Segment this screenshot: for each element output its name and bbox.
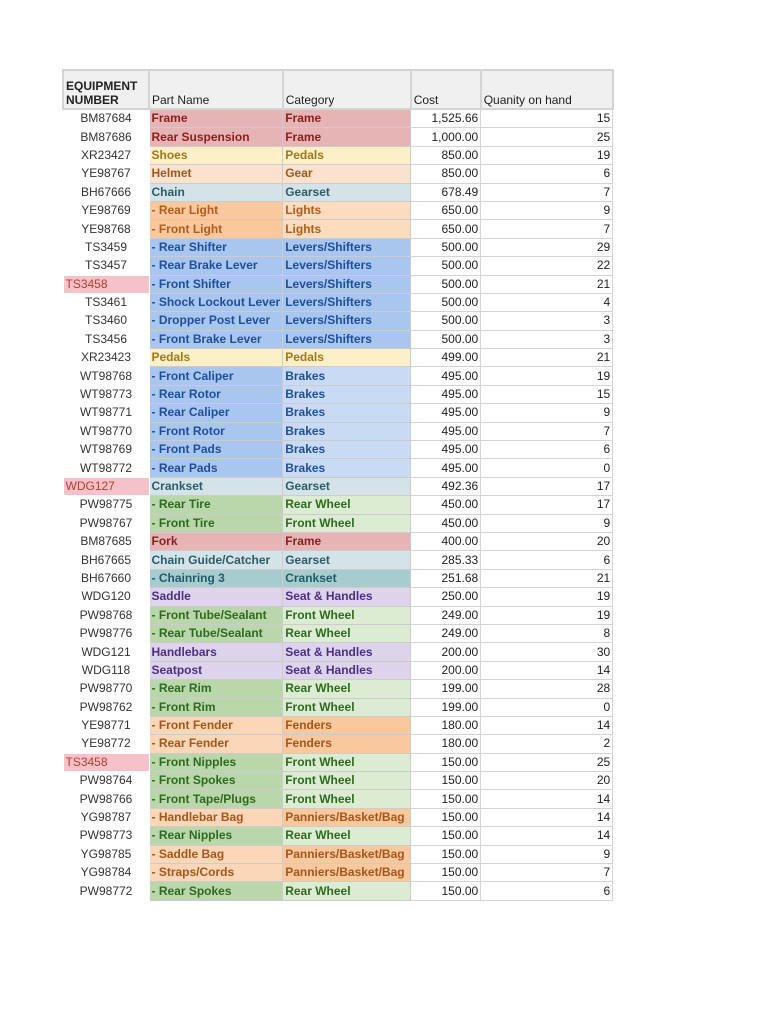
cell-category[interactable]: Rear Wheel (283, 680, 411, 698)
cell-category[interactable]: Panniers/Basket/Bag (283, 864, 411, 882)
cell-equipment-number[interactable]: BH67666 (80, 184, 132, 199)
cell-category[interactable]: Pedals (283, 146, 411, 164)
cell-category[interactable]: Front Wheel (283, 698, 411, 716)
cell-part-name[interactable]: - Front Rim (149, 698, 283, 716)
cell-equipment-number[interactable]: WDG118 (81, 662, 131, 677)
cell-quantity[interactable]: 9 (481, 845, 613, 863)
cell-equipment-number[interactable]: PW98766 (79, 791, 133, 806)
cell-equipment-number[interactable]: XR23427 (80, 147, 132, 162)
table-row (63, 404, 613, 422)
cell-cost[interactable]: 1,525.66 (411, 109, 481, 128)
cell-category[interactable]: Frame (283, 532, 411, 550)
cell-cost[interactable]: 495.00 (411, 385, 481, 403)
table-body (63, 109, 613, 900)
cell-part-name[interactable]: Fork (149, 532, 283, 550)
table-row (63, 459, 613, 477)
cell-part-name[interactable]: - Saddle Bag (149, 845, 283, 863)
cell-category[interactable]: Crankset (283, 569, 411, 587)
table-row (63, 661, 613, 679)
cell-equipment-number[interactable]: TS3461 (84, 295, 128, 310)
cell-equipment-number[interactable]: TS3459 (84, 239, 128, 254)
cell-part-name[interactable]: - Straps/Cords (149, 864, 283, 882)
cell-category[interactable]: Gearset (283, 477, 411, 495)
cell-cost[interactable]: 1,000.00 (411, 128, 481, 146)
cell-part-name[interactable]: - Shock Lockout Lever (149, 293, 283, 311)
cell-category[interactable]: Panniers/Basket/Bag (283, 845, 411, 863)
cell-equipment-number[interactable]: PW98775 (79, 497, 133, 512)
cell-equipment-number[interactable]: WT98771 (79, 405, 133, 420)
cell-quantity[interactable]: 20 (481, 532, 613, 550)
header-cost[interactable]: Cost (411, 70, 481, 109)
cell-category[interactable]: Frame (283, 109, 411, 128)
cell-part-name[interactable]: - Rear Caliper (149, 404, 283, 422)
cell-equipment-number[interactable]: PW98772 (79, 883, 133, 898)
table-row (63, 238, 613, 256)
cell-equipment-number[interactable]: PW98764 (79, 773, 133, 788)
cell-equipment-number[interactable]: YG98784 (80, 865, 132, 880)
cell-cost[interactable]: 500.00 (411, 330, 481, 348)
cell-equipment-number[interactable]: WDG120 (81, 589, 131, 604)
cell-equipment-number[interactable]: PW98773 (79, 828, 133, 843)
table-row (63, 735, 613, 753)
table-row (63, 128, 613, 146)
cell-cost[interactable]: 150.00 (411, 864, 481, 882)
cell-quantity[interactable]: 7 (481, 183, 613, 201)
cell-cost[interactable]: 150.00 (411, 827, 481, 845)
table-row (63, 808, 613, 826)
cell-category[interactable]: Rear Wheel (283, 496, 411, 514)
cell-quantity[interactable]: 9 (481, 201, 613, 219)
cell-category[interactable]: Gearset (283, 183, 411, 201)
table-row (63, 882, 613, 900)
cell-part-name[interactable]: - Front Tape/Plugs (149, 790, 283, 808)
cell-part-name[interactable]: - Rear Nipples (149, 827, 283, 845)
cell-category[interactable]: Front Wheel (283, 790, 411, 808)
cell-category[interactable]: Fenders (283, 716, 411, 734)
cell-part-name[interactable]: - Chainring 3 (149, 569, 283, 587)
cell-equipment-number[interactable]: TS3460 (84, 313, 128, 328)
cell-cost[interactable]: 250.00 (411, 588, 481, 606)
cell-part-name[interactable]: Handlebars (149, 643, 283, 661)
cell-quantity[interactable]: 21 (481, 275, 613, 293)
table-row (63, 864, 613, 882)
table-row (63, 330, 613, 348)
cell-part-name[interactable]: - Front Light (149, 220, 283, 238)
cell-cost[interactable]: 450.00 (411, 514, 481, 532)
cell-equipment-number[interactable]: BM87685 (80, 534, 132, 549)
cell-quantity[interactable]: 14 (481, 790, 613, 808)
cell-quantity[interactable]: 29 (481, 238, 613, 256)
cell-category[interactable]: Levers/Shifters (283, 275, 411, 293)
cell-quantity[interactable]: 25 (481, 128, 613, 146)
cell-quantity[interactable]: 0 (481, 459, 613, 477)
cell-quantity[interactable]: 9 (481, 404, 613, 422)
cell-part-name[interactable]: - Rear Tire (149, 496, 283, 514)
cell-quantity[interactable]: 25 (481, 753, 613, 771)
cell-category[interactable]: Brakes (283, 422, 411, 440)
cell-part-name[interactable]: - Rear Shifter (149, 238, 283, 256)
cell-cost[interactable]: 500.00 (411, 238, 481, 256)
cell-part-name[interactable]: - Front Nipples (149, 753, 283, 771)
cell-part-name[interactable]: - Front Brake Lever (149, 330, 283, 348)
cell-quantity[interactable]: 22 (481, 257, 613, 275)
cell-equipment-number[interactable]: PW98762 (79, 699, 133, 714)
cell-category[interactable]: Brakes (283, 441, 411, 459)
cell-equipment-number[interactable]: YE98771 (81, 718, 131, 733)
cell-quantity[interactable]: 0 (481, 698, 613, 716)
cell-cost[interactable]: 150.00 (411, 753, 481, 771)
table-row (63, 165, 613, 183)
cell-cost[interactable]: 495.00 (411, 404, 481, 422)
cell-cost[interactable]: 150.00 (411, 845, 481, 863)
cell-category[interactable]: Levers/Shifters (283, 312, 411, 330)
cell-cost[interactable]: 150.00 (411, 808, 481, 826)
table-row (63, 257, 613, 275)
cell-quantity[interactable]: 17 (481, 477, 613, 495)
table-row (63, 698, 613, 716)
cell-equipment-number[interactable]: WDG121 (81, 644, 131, 659)
cell-part-name[interactable]: - Rear Fender (149, 735, 283, 753)
cell-part-name[interactable]: - Front Tube/Sealant (149, 606, 283, 624)
cell-category[interactable]: Levers/Shifters (283, 330, 411, 348)
table-row (63, 183, 613, 201)
table-row (63, 514, 613, 532)
table-row (63, 441, 613, 459)
cell-category[interactable]: Gearset (283, 551, 411, 569)
cell-cost[interactable]: 495.00 (411, 459, 481, 477)
cell-part-name[interactable]: - Front Fender (149, 716, 283, 734)
cell-part-name[interactable]: - Handlebar Bag (149, 808, 283, 826)
table-row (63, 496, 613, 514)
cell-cost[interactable]: 200.00 (411, 643, 481, 661)
cell-cost[interactable]: 249.00 (411, 606, 481, 624)
table-row (63, 349, 613, 367)
cell-equipment-number[interactable]: WT98772 (79, 460, 133, 475)
cell-category[interactable]: Levers/Shifters (283, 293, 411, 311)
cell-quantity[interactable]: 20 (481, 772, 613, 790)
cell-equipment-number[interactable]: YE98768 (81, 221, 131, 236)
cell-equipment-number[interactable]: WDG127 (63, 477, 149, 495)
table-row (63, 827, 613, 845)
table-row (63, 109, 613, 128)
cell-quantity[interactable]: 4 (481, 293, 613, 311)
table-row (63, 275, 613, 293)
cell-equipment-number[interactable]: BM87686 (80, 129, 132, 144)
cell-equipment-number[interactable]: PW98776 (79, 626, 133, 641)
cell-cost[interactable]: 495.00 (411, 441, 481, 459)
cell-part-name[interactable]: - Front Tire (149, 514, 283, 532)
cell-part-name[interactable]: Shoes (149, 146, 283, 164)
table-row (63, 790, 613, 808)
cell-category[interactable]: Seat & Handles (283, 588, 411, 606)
cell-category[interactable]: Front Wheel (283, 606, 411, 624)
cell-category[interactable]: Levers/Shifters (283, 257, 411, 275)
cell-quantity[interactable]: 14 (481, 716, 613, 734)
cell-equipment-number[interactable]: YG98787 (80, 810, 132, 825)
cell-category[interactable]: Front Wheel (283, 772, 411, 790)
inventory-table (62, 69, 614, 901)
cell-category[interactable]: Frame (283, 128, 411, 146)
cell-quantity[interactable]: 21 (481, 349, 613, 367)
table-header (63, 70, 613, 109)
cell-cost[interactable]: 150.00 (411, 882, 481, 900)
cell-part-name[interactable]: - Rear Brake Lever (149, 257, 283, 275)
cell-category[interactable]: Seat & Handles (283, 661, 411, 679)
cell-part-name[interactable]: - Front Caliper (149, 367, 283, 385)
cell-cost[interactable]: 850.00 (411, 165, 481, 183)
table-row (63, 680, 613, 698)
table-row (63, 569, 613, 587)
cell-quantity[interactable]: 3 (481, 330, 613, 348)
cell-part-name[interactable]: Frame (149, 109, 283, 128)
cell-part-name[interactable]: - Front Rotor (149, 422, 283, 440)
table-row (63, 201, 613, 219)
header-equipment-number[interactable]: EQUIPMENT NUMBER (63, 70, 149, 109)
cell-category[interactable]: Gear (283, 165, 411, 183)
cell-category[interactable]: Rear Wheel (283, 827, 411, 845)
cell-category[interactable]: Front Wheel (283, 514, 411, 532)
table-row (63, 845, 613, 863)
cell-category[interactable]: Seat & Handles (283, 643, 411, 661)
cell-quantity[interactable]: 7 (481, 864, 613, 882)
cell-cost[interactable]: 650.00 (411, 220, 481, 238)
header-category[interactable]: Category (283, 70, 411, 109)
cell-part-name[interactable]: Pedals (149, 349, 283, 367)
cell-category[interactable]: Rear Wheel (283, 882, 411, 900)
table-row (63, 532, 613, 550)
cell-equipment-number[interactable]: PW98768 (79, 607, 133, 622)
cell-quantity[interactable]: 19 (481, 606, 613, 624)
cell-part-name[interactable]: - Rear Rim (149, 680, 283, 698)
table-row (63, 220, 613, 238)
cell-category[interactable]: Rear Wheel (283, 624, 411, 642)
cell-part-name[interactable]: Saddle (149, 588, 283, 606)
cell-category[interactable]: Brakes (283, 404, 411, 422)
cell-quantity[interactable]: 15 (481, 109, 613, 128)
cell-category[interactable]: Brakes (283, 385, 411, 403)
cell-cost[interactable]: 150.00 (411, 790, 481, 808)
cell-category[interactable]: Pedals (283, 349, 411, 367)
cell-part-name[interactable]: - Front Shifter (149, 275, 283, 293)
cell-cost[interactable]: 249.00 (411, 624, 481, 642)
table-row (63, 146, 613, 164)
cell-cost[interactable]: 180.00 (411, 716, 481, 734)
cell-cost[interactable]: 492.36 (411, 477, 481, 495)
cell-cost[interactable]: 450.00 (411, 496, 481, 514)
cell-equipment-number[interactable]: WT98768 (79, 368, 133, 383)
cell-quantity[interactable]: 8 (481, 624, 613, 642)
table-row (63, 772, 613, 790)
cell-cost[interactable]: 495.00 (411, 422, 481, 440)
cell-equipment-number[interactable]: YE98769 (81, 203, 131, 218)
cell-part-name[interactable]: - Dropper Post Lever (149, 312, 283, 330)
cell-quantity[interactable]: 14 (481, 808, 613, 826)
cell-quantity[interactable]: 19 (481, 588, 613, 606)
cell-part-name[interactable]: - Front Pads (149, 441, 283, 459)
table-row (63, 606, 613, 624)
cell-quantity[interactable]: 17 (481, 496, 613, 514)
cell-equipment-number[interactable]: YG98785 (80, 846, 132, 861)
cell-quantity[interactable]: 21 (481, 569, 613, 587)
cell-category[interactable]: Brakes (283, 367, 411, 385)
cell-cost[interactable]: 499.00 (411, 349, 481, 367)
table-row (63, 367, 613, 385)
cell-category[interactable]: Lights (283, 220, 411, 238)
table-row (63, 624, 613, 642)
table-row (63, 293, 613, 311)
cell-quantity[interactable]: 7 (481, 220, 613, 238)
cell-equipment-number[interactable]: BM87684 (80, 111, 132, 126)
cell-quantity[interactable]: 28 (481, 680, 613, 698)
cell-equipment-number[interactable]: BH67665 (80, 552, 132, 567)
cell-part-name[interactable]: - Front Spokes (149, 772, 283, 790)
cell-part-name[interactable]: Crankset (149, 477, 283, 495)
cell-quantity[interactable]: 30 (481, 643, 613, 661)
cell-cost[interactable]: 495.00 (411, 367, 481, 385)
cell-cost[interactable]: 251.68 (411, 569, 481, 587)
cell-quantity[interactable]: 15 (481, 385, 613, 403)
cell-category[interactable]: Levers/Shifters (283, 238, 411, 256)
cell-cost[interactable]: 199.00 (411, 680, 481, 698)
table-row (63, 643, 613, 661)
table-row (63, 385, 613, 403)
cell-equipment-number[interactable]: PW98770 (79, 681, 133, 696)
cell-category[interactable]: Fenders (283, 735, 411, 753)
table-row (63, 716, 613, 734)
cell-cost[interactable]: 180.00 (411, 735, 481, 753)
cell-quantity[interactable]: 14 (481, 827, 613, 845)
cell-quantity[interactable]: 9 (481, 514, 613, 532)
table-row (63, 588, 613, 606)
cell-quantity[interactable]: 3 (481, 312, 613, 330)
cell-part-name[interactable]: - Rear Light (149, 201, 283, 219)
cell-category[interactable]: Brakes (283, 459, 411, 477)
cell-equipment-number[interactable]: TS3458 (63, 275, 149, 293)
header-row (63, 70, 613, 109)
table-row (63, 477, 613, 495)
cell-part-name[interactable]: - Rear Rotor (149, 385, 283, 403)
cell-category[interactable]: Panniers/Basket/Bag (283, 808, 411, 826)
cell-part-name[interactable]: - Rear Spokes (149, 882, 283, 900)
table-row (63, 422, 613, 440)
cell-equipment-number[interactable]: WT98770 (79, 423, 133, 438)
cell-part-name[interactable]: Chain Guide/Catcher (149, 551, 283, 569)
cell-part-name[interactable]: Helmet (149, 165, 283, 183)
cell-equipment-number[interactable]: TS3458 (63, 753, 149, 771)
cell-quantity[interactable]: 6 (481, 165, 613, 183)
cell-cost[interactable]: 500.00 (411, 312, 481, 330)
cell-cost[interactable]: 500.00 (411, 275, 481, 293)
cell-equipment-number[interactable]: WT98769 (79, 442, 133, 457)
cell-cost[interactable]: 400.00 (411, 532, 481, 550)
cell-quantity[interactable]: 7 (481, 422, 613, 440)
header-quantity[interactable]: Quanity on hand (481, 70, 613, 109)
cell-part-name[interactable]: Chain (149, 183, 283, 201)
cell-cost[interactable]: 500.00 (411, 293, 481, 311)
cell-part-name[interactable]: - Rear Tube/Sealant (149, 624, 283, 642)
cell-equipment-number[interactable]: YE98772 (81, 736, 131, 751)
cell-cost[interactable]: 150.00 (411, 772, 481, 790)
cell-category[interactable]: Front Wheel (283, 753, 411, 771)
cell-quantity[interactable]: 6 (481, 551, 613, 569)
table-row (63, 753, 613, 771)
cell-quantity[interactable]: 2 (481, 735, 613, 753)
cell-cost[interactable]: 199.00 (411, 698, 481, 716)
cell-part-name[interactable]: Rear Suspension (149, 128, 283, 146)
cell-cost[interactable]: 850.00 (411, 146, 481, 164)
header-part-name[interactable]: Part Name (149, 70, 283, 109)
cell-equipment-number[interactable]: XR23423 (80, 350, 132, 365)
cell-quantity[interactable]: 14 (481, 661, 613, 679)
cell-quantity[interactable]: 6 (481, 882, 613, 900)
cell-part-name[interactable]: Seatpost (149, 661, 283, 679)
cell-equipment-number[interactable]: YE98767 (81, 166, 131, 181)
table-row (63, 312, 613, 330)
cell-cost[interactable]: 285.33 (411, 551, 481, 569)
cell-equipment-number[interactable]: BH67660 (80, 570, 132, 585)
cell-quantity[interactable]: 19 (481, 367, 613, 385)
cell-cost[interactable]: 500.00 (411, 257, 481, 275)
cell-equipment-number[interactable]: TS3457 (84, 258, 128, 273)
table-row (63, 551, 613, 569)
cell-cost[interactable]: 200.00 (411, 661, 481, 679)
cell-part-name[interactable]: - Rear Pads (149, 459, 283, 477)
cell-cost[interactable]: 650.00 (411, 201, 481, 219)
cell-equipment-number[interactable]: PW98767 (79, 515, 133, 530)
cell-equipment-number[interactable]: TS3456 (84, 331, 128, 346)
cell-category[interactable]: Lights (283, 201, 411, 219)
cell-cost[interactable]: 678.49 (411, 183, 481, 201)
cell-quantity[interactable]: 6 (481, 441, 613, 459)
cell-quantity[interactable]: 19 (481, 146, 613, 164)
cell-equipment-number[interactable]: WT98773 (79, 387, 133, 402)
